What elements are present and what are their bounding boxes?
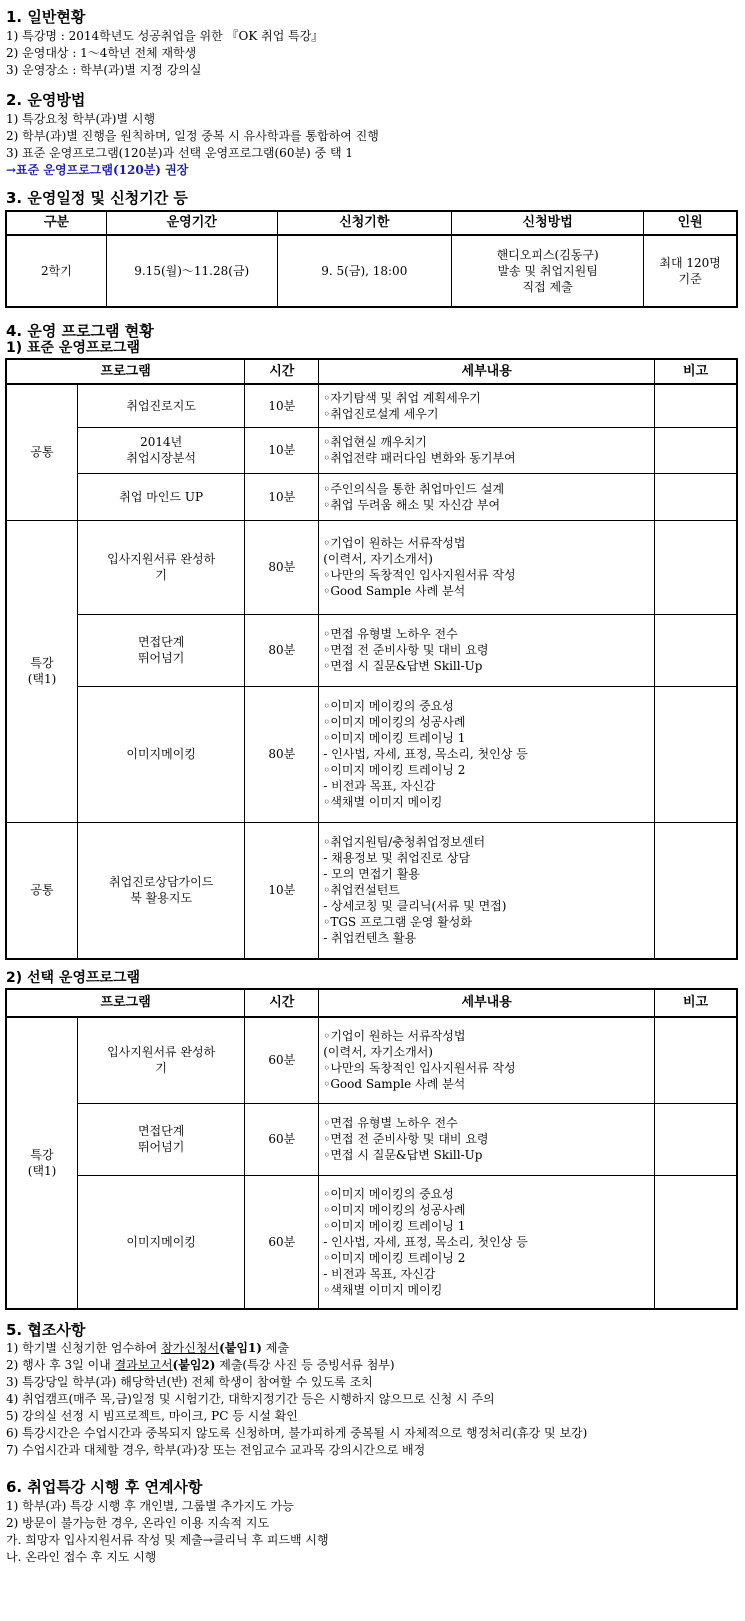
- text-line: 7) 수업시간과 대체할 경우, 학부(과)장 또는 전임교수 교과목 강의시간으로 배정: [6, 1443, 426, 1457]
- group-cell: 공통: [6, 822, 78, 959]
- group-cell: 공통: [6, 384, 78, 520]
- program-time: 10분: [245, 384, 319, 427]
- program-name-line: 입사지원서류 완성하: [107, 1045, 216, 1060]
- method-line: 핸디오피스(김동구): [496, 248, 599, 262]
- text-line: [6, 1340, 587, 1357]
- standard-program-title: 1) 표준 운영프로그램: [6, 340, 141, 356]
- note-cell: [655, 686, 737, 822]
- program-time: 80분: [245, 520, 319, 614]
- col-header: 시간: [245, 989, 319, 1017]
- program-detail: [319, 384, 655, 427]
- program-name-line: 북 활용지도: [130, 891, 193, 906]
- program-detail: [319, 1175, 655, 1309]
- program-time: 60분: [245, 1017, 319, 1103]
- detail-item: - 인사법, 자세, 표정, 목소리, 첫인상 등: [323, 1234, 528, 1249]
- text-line: 1) 학부(과) 특강 시행 후 개인별, 그룹별 추가지도 가능: [6, 1499, 294, 1513]
- detail-item: - 비전과 목표, 자신감: [323, 1266, 436, 1281]
- section-2-title: 2. 운영방법: [6, 91, 86, 109]
- text-line: 2) 운영대상 : 1～4학년 전체 재학생: [6, 46, 197, 60]
- detail-item: ◦면접 시 질문&답변 Skill-Up: [323, 659, 483, 673]
- program-name-line: 면접단계: [137, 635, 185, 649]
- program-time: 10분: [245, 473, 319, 520]
- attachment-link: 결과보고서: [114, 1358, 173, 1372]
- program-time: 60분: [245, 1103, 319, 1175]
- method-line: 직접 제출: [522, 280, 573, 294]
- program-name: [78, 1017, 245, 1103]
- selective-program-title: 2) 선택 운영프로그램: [6, 970, 141, 986]
- program-detail: [319, 520, 655, 614]
- col-header: 운영기간: [106, 211, 277, 235]
- text-line: 1) 특강명 : 2014학년도 성공취업을 위한 『OK 취업 특강』: [6, 29, 324, 43]
- program-detail: [319, 1017, 655, 1103]
- program-detail: [319, 686, 655, 822]
- program-detail: [319, 1103, 655, 1175]
- col-header: 비고: [655, 359, 737, 384]
- program-name: [78, 822, 245, 959]
- program-detail: [319, 822, 655, 959]
- detail-item: ◦취업컨설턴트: [323, 883, 400, 898]
- detail-item: ◦면접 유형별 노하우 전수: [323, 627, 458, 641]
- text-run: 1) 학기별 신청기한 엄수하여: [6, 1341, 162, 1355]
- detail-item: ◦Good Sample 사례 분석: [323, 584, 466, 598]
- section-4-title: 4. 운영 프로그램 현황: [6, 322, 154, 340]
- col-header: 비고: [655, 989, 737, 1017]
- deadline-cell: 9. 5(금), 18:00: [277, 235, 451, 307]
- program-name: 이미지메이킹: [78, 1175, 245, 1309]
- program-detail: [319, 427, 655, 473]
- detail-item: ◦이미지 메이킹 트레이닝 1: [323, 731, 466, 745]
- program-name: [78, 614, 245, 686]
- detail-item: ◦이미지 메이킹의 성공사례: [323, 715, 466, 729]
- col-header: 신청방법: [452, 211, 644, 235]
- detail-item: ◦기업이 원하는 서류작성법: [323, 1029, 466, 1044]
- detail-item: ◦색채별 이미지 메이킹: [323, 795, 443, 809]
- detail-item: ◦취업 두려움 해소 및 자신감 부여: [323, 497, 501, 512]
- detail-item: ◦TGS 프로그램 운영 활성화: [323, 915, 472, 930]
- program-name-line: 기: [155, 568, 167, 582]
- detail-item: ◦취업진로설계 세우기: [323, 406, 439, 421]
- col-header: 프로그램: [6, 989, 245, 1017]
- group-cell: [6, 1017, 78, 1309]
- program-name: 이미지메이킹: [78, 686, 245, 822]
- detail-item: ◦면접 유형별 노하우 전수: [323, 1116, 458, 1130]
- col-header: 세부내용: [319, 989, 655, 1017]
- note-cell: [655, 384, 737, 427]
- method-cell: [452, 235, 644, 307]
- section-1-body: [6, 28, 323, 79]
- detail-item: ◦색채별 이미지 메이킹: [323, 1282, 443, 1297]
- note-cell: [655, 614, 737, 686]
- text-line: 3) 특강당일 학부(과) 해당학년(반) 전체 학생이 참여할 수 있도록 조치: [6, 1375, 373, 1389]
- program-name-line: 취업진로상담가이드: [108, 875, 214, 890]
- col-header: 신청기한: [277, 211, 451, 235]
- program-time: 80분: [245, 686, 319, 822]
- text-run: 2) 행사 후 3일 이내: [6, 1358, 115, 1372]
- people-cell: [644, 235, 737, 307]
- program-name: [78, 520, 245, 614]
- period-cell: 9.15(월)～11.28(금): [106, 235, 277, 307]
- program-name-line: 입사지원서류 완성하: [107, 552, 216, 566]
- term-cell: 2학기: [6, 235, 106, 307]
- detail-item: (이력서, 자기소개서): [323, 552, 433, 566]
- col-header: 세부내용: [319, 359, 655, 384]
- detail-item: ◦이미지 메이킹 트레이닝 2: [323, 763, 466, 777]
- program-name: 취업진로지도: [78, 384, 245, 427]
- detail-item: ◦자기탐색 및 취업 계획세우기: [323, 390, 481, 405]
- program-name-line: 뛰어넘기: [137, 651, 185, 665]
- detail-item: ◦이미지 메이킹의 성공사례: [323, 1202, 466, 1217]
- program-time: 10분: [245, 822, 319, 959]
- note-cell: [655, 1103, 737, 1175]
- detail-item: ◦나만의 독창적인 입사지원서류 작성: [323, 1061, 516, 1076]
- detail-item: - 비전과 목표, 자신감: [323, 779, 436, 793]
- text-run: 제출: [261, 1341, 289, 1355]
- note-cell: [655, 473, 737, 520]
- program-time: 80분: [245, 614, 319, 686]
- section-3-title: 3. 운영일정 및 신청기간 등: [6, 189, 188, 207]
- program-name-line: 뛰어넘기: [137, 1140, 185, 1154]
- detail-item: - 취업컨텐츠 활용: [323, 931, 417, 946]
- text-line: 6) 특강시간은 수업시간과 중복되지 않도록 신청하며, 불가피하게 중복될 시 자체적으로 행정처리(휴강 및 보강): [6, 1426, 588, 1440]
- note-cell: [655, 520, 737, 614]
- attachment-ref: (붙임1): [219, 1341, 262, 1355]
- schedule-table: [5, 210, 738, 308]
- text-line: 2) 방문이 불가능한 경우, 온라인 이용 지속적 지도: [6, 1516, 270, 1530]
- detail-item: (이력서, 자기소개서): [323, 1045, 433, 1060]
- detail-item: ◦취업지원팀/충청취업정보센터: [323, 835, 486, 850]
- text-line: 2) 학부(과)별 진행을 원칙하며, 일정 중복 시 유사학과를 통합하여 진행: [6, 129, 379, 143]
- program-detail: [319, 473, 655, 520]
- note-cell: [655, 1175, 737, 1309]
- section-2-body: [6, 111, 379, 179]
- detail-item: ◦기업이 원하는 서류작성법: [323, 536, 466, 550]
- program-name-line: 기: [155, 1061, 167, 1076]
- section-6-title: 6. 취업특강 시행 후 연계사항: [6, 1478, 203, 1496]
- program-name: 취업 마인드 UP: [78, 473, 245, 520]
- group-cell: [6, 520, 78, 822]
- text-line: 가. 희망자 입사지원서류 작성 및 제출→클리닉 후 피드백 시행: [6, 1533, 329, 1547]
- detail-item: ◦면접 시 질문&답변 Skill-Up: [323, 1148, 483, 1162]
- col-header: 구분: [6, 211, 106, 235]
- detail-item: ◦취업전략 패러다임 변화와 동기부여: [323, 451, 516, 465]
- col-header: 시간: [245, 359, 319, 384]
- method-line: 발송 및 취업지원팀: [497, 264, 598, 278]
- detail-item: ◦이미지 메이킹 트레이닝 1: [323, 1218, 466, 1233]
- program-name: [78, 1103, 245, 1175]
- detail-item: ◦면접 전 준비사항 및 대비 요령: [323, 1132, 489, 1146]
- program-name-line: 면접단계: [137, 1124, 185, 1138]
- people-line: 기준: [678, 272, 702, 286]
- people-line: 최대 120명: [659, 256, 721, 270]
- group-line: (택1): [27, 672, 57, 686]
- detail-item: - 모의 면접기 활용: [323, 867, 420, 882]
- section-6-body: [6, 1498, 329, 1566]
- text-line: 1) 특강요청 학부(과)별 시행: [6, 112, 156, 126]
- program-time: 10분: [245, 427, 319, 473]
- text-line: [6, 1357, 587, 1374]
- group-line: (택1): [27, 1164, 57, 1178]
- note-cell: [655, 822, 737, 959]
- program-name-line: 취업시장분석: [126, 451, 196, 465]
- program-name-line: 2014년: [140, 435, 183, 449]
- detail-item: ◦주인의식을 통한 취업마인드 설계: [323, 481, 505, 496]
- emphasis-line: →표준 운영프로그램(120분) 권장: [6, 163, 189, 177]
- program-detail: [319, 614, 655, 686]
- standard-program-table: [5, 358, 738, 960]
- detail-item: ◦취업현실 깨우치기: [323, 435, 427, 449]
- detail-item: ◦면접 전 준비사항 및 대비 요령: [323, 643, 489, 657]
- selective-program-table: [5, 988, 738, 1310]
- detail-item: ◦이미지 메이킹 트레이닝 2: [323, 1250, 466, 1265]
- attachment-link: 참가신청서: [161, 1341, 220, 1355]
- detail-item: - 인사법, 자세, 표정, 목소리, 첫인상 등: [323, 747, 528, 761]
- group-line: 특강: [30, 1148, 54, 1162]
- text-line: 4) 취업캠프(매주 목,금)일정 및 시험기간, 대학지정기간 등은 시행하지 않으므로 신청 시 주의: [6, 1392, 495, 1406]
- text-line: 나. 온라인 접수 후 지도 시행: [6, 1550, 157, 1564]
- attachment-ref: (붙임2): [172, 1358, 216, 1372]
- detail-item: - 채용정보 및 취업진로 상담: [323, 851, 471, 866]
- note-cell: [655, 1017, 737, 1103]
- text-run: 제출(특강 사진 등 증빙서류 첨부): [215, 1358, 395, 1372]
- section-1-title: 1. 일반현황: [6, 8, 86, 26]
- section-5-body: [6, 1340, 587, 1459]
- group-line: 특강: [30, 656, 54, 670]
- program-time: 60분: [245, 1175, 319, 1309]
- detail-item: - 상세코칭 및 클리닉(서류 및 면접): [323, 899, 507, 914]
- col-header: 프로그램: [6, 359, 245, 384]
- note-cell: [655, 427, 737, 473]
- section-5-title: 5. 협조사항: [6, 1321, 86, 1339]
- detail-item: ◦이미지 메이킹의 중요성: [323, 699, 454, 713]
- text-line: 5) 강의실 선정 시 빔프로젝트, 마이크, PC 등 시설 확인: [6, 1409, 298, 1423]
- col-header: 인원: [644, 211, 737, 235]
- detail-item: ◦Good Sample 사례 분석: [323, 1077, 466, 1092]
- detail-item: ◦이미지 메이킹의 중요성: [323, 1186, 454, 1201]
- detail-item: ◦나만의 독창적인 입사지원서류 작성: [323, 568, 516, 582]
- text-line: 3) 운영장소 : 학부(과)별 지정 강의실: [6, 63, 202, 77]
- program-name: [78, 427, 245, 473]
- text-line: 3) 표준 운영프로그램(120분)과 선택 운영프로그램(60분) 중 택 1: [6, 146, 353, 160]
